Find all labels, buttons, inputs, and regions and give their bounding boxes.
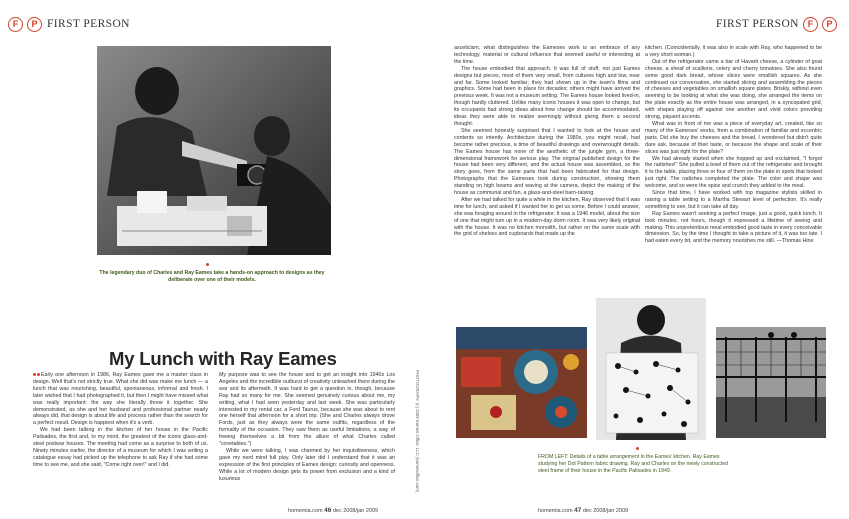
photo-ray-dot-pattern xyxy=(596,298,706,440)
right-col2-para-1: kitchen. (Coincidentally, it was also in scale with Ray, who happened to be a very short woman.) xyxy=(645,45,822,58)
left-col1-para-1: Early one afternoon in 1986, Ray Eames gave me a master class in design. Well that's not strictly true. What she did was make me lunch — a lunch that was nourishing, beautiful, spontaneous, informal and fresh. I later wished that I had photographed it, but then I might have missed what was really important: the way she literally threw it together. She demonstrated, as she and her husband and professional partner nearly always did, that design is about life and process rather than the search for a perfect result. Design is happiest when it's a verb. xyxy=(33,372,208,427)
hero-photo-eames-model xyxy=(97,46,331,255)
hero-photo-drawing xyxy=(97,46,331,255)
folio-left-site: homemia.com xyxy=(288,508,323,514)
right-col1-para-1: asceticism, what distinguishes the Eameses work is an embrace of any technology, material or cultural influence that seemed useful or interesting at the time. xyxy=(454,45,640,65)
folio-right-site: homemia.com xyxy=(538,508,573,514)
photo-table-arrangement xyxy=(456,327,587,438)
right-col2-para-4: We had already started when she hopped up and exclaimed, "I forgot the radishes!" She pulled a bowl of them out of the refrigerator and brought it to the table, placing three or four of them on the plate in spots that looked just right. The radishes completed the plate. The color and shape was welcome, and so were the spice and crunch they added to the meal. xyxy=(645,155,822,190)
badge-p-right: P xyxy=(822,17,837,32)
badge-p-left: P xyxy=(27,17,42,32)
left-col1-para-2: We had been talking in the kitchen of her house in the Pacific Palisades, the first and, to my mind, the greatest of the iconic glass-and-steel postwar houses. The meeting had come as a surprise to both of us. Ninety minutes earlier, the director of a museum for which I was writing a catalogue essay had picked up the telephone to ask Ray if she had some time to see me, and she said, "Come right over!" and I did. xyxy=(33,427,208,468)
badge-f-right: F xyxy=(803,17,818,32)
right-col2-para-6: Ray Eames wasn't seeking a perfect image, just a good, quick lunch. It took minutes, not hours, though it expressed a lifetime of seeing and making. This unpretentious meal embodied good taste in every conceivable dimension. So, by the time I thought to take a picture of it, it was too late. I had eaten every bit, and the memory nourishes me still. —Thomas Hine xyxy=(645,210,822,245)
right-col1-para-4: After we had talked for quite a while in the kitchen, Ray observed that it was time for lunch, and asked if I wanted her to get us some. Before I could answer, she was foraging around in the refrigerator. It was a 1946 model, about the size of one that might turn up in a modern-day dorm room. It was very likely original with the house. It was no kitchen monolith, but rather on the same scale with the grid of shelves and cupboards that made up the xyxy=(454,196,640,238)
folio-right xyxy=(538,507,628,514)
folio-right-page: 47 xyxy=(574,507,582,514)
right-col2-para-2: Out of the refrigerator came a bar of Havarti cheese, a cylinder of goat cheese, a sheaf of scallions, celery and cherry tomatoes. She also found some good dark bread, whose slices were smallish squares. As she continued our conversation, she started slicing and assembling the pieces of cheeses and vegetables on smallish square plates. Briskly, without even seeming to be looking at what she was doing, she arranged the items on the plate exactly as the entire house was arranged, in a syncopated grid, with shapes playing off against one another and vivid colors providing strong, piquant accents. xyxy=(645,58,822,121)
right-col2-para-3: What was in front of me was a piece of everyday art, created, like so many of the Eameses' works, from a combination of familiar and eccentric parts. Did she buy the cheeses and the bread, I wondered but didn't quite dare ask, because of their taste, or because the shape and scale of their slices was just right for the plate? xyxy=(645,120,822,155)
right-col2-para-5: Since that time, I have worked with top magazine stylists skilled in raising a table setting to a Martha Stewart level of perfection. It's really something to see, but it can take all day. xyxy=(645,190,822,210)
lead-bullet-1 xyxy=(33,373,36,376)
photo-steel-frame-drawing xyxy=(716,327,826,438)
photo-dot-pattern-drawing xyxy=(596,298,706,440)
article-title: My Lunch with Ray Eames xyxy=(109,348,337,369)
left-col2-para-2: While we were talking, I was charmed by her inquisitiveness, which gave my nerd mind full play. Only later did I understand that it was an expression of the first principles of Eames design: curiosity and openness. While a lot of modern design gets its power from exclusion and a kind of luxurious xyxy=(219,447,395,482)
right-photos-caption: FROM LEFT: Details of a table arrangement in the Eames' kitchen. Ray Eames studying her Dot Pattern fabric drawing. Ray and Charles on the newly constructed steel frame of their house in the Pacific Palisades in 1949. xyxy=(538,454,729,474)
badge-f-left: F xyxy=(8,17,23,32)
photo-steel-frame-house xyxy=(716,327,826,438)
folio-right-issue: dec 2008/jan 2009 xyxy=(582,508,629,514)
folio-left-page: 46 xyxy=(324,507,332,514)
section-label-right: FIRST PERSON xyxy=(716,18,799,30)
hero-photo-caption: The legendary duo of Charles and Ray Eames take a hands-on approach to designs as they deliberate over one of their models. xyxy=(99,270,325,283)
right-column-1 xyxy=(454,45,640,238)
photo-credit-vertical: PHOTOGRAPH: (c) 2009 Eames Office, LLC (eamesoffice.com) xyxy=(415,370,420,493)
caption-bullet-left xyxy=(206,263,209,266)
folio-left-issue: dec 2008/jan 2009 xyxy=(332,508,379,514)
folio-left xyxy=(288,507,378,514)
right-col1-para-3: She seemed honestly surprised that I wanted to look at the house and contents so intently. Architecture during the 1980s, you might recall, had become rather precious, a time of beautiful drawings and overwrought details. The Eames house has none of the aesthetic of the jungle gym, a three-dimensional framework for serious play. The original published design for the house had been very different, and the actual house was assembled, so the story goes, from the same parts that had been fabricated for that design. Photographs that the Eameses took during construction, showing them standing on high beams and waving at the camera, depict the making of the house as communal and fun, a glass-and-steel barn-raising. xyxy=(454,127,640,197)
right-col1-para-2: The house embodied that approach. It was full of stuff, not just Eames designs but pieces, most of them very small, from cultures high and low, near and far. Some looked familiar; they had shown up in the team's films and graphics. Some had been in place for decades; others might have arrived the previous week. It was not a museum setting. The Eames house looked lived-in, though hardly cluttered. Unlike many iconic houses it was open to change, but its occupants had strong ideas about how change should be accommodated, ideas they were able to realize seemingly without giving them a second thought. xyxy=(454,65,640,127)
caption-bullet-right xyxy=(636,447,639,450)
section-label-left: FIRST PERSON xyxy=(47,18,130,30)
lead-bullet-2 xyxy=(37,373,40,376)
photo-table-drawing xyxy=(456,327,587,438)
left-column-1 xyxy=(33,372,208,469)
right-column-2 xyxy=(645,45,822,245)
left-column-2 xyxy=(219,372,395,483)
left-col2-para-1: My purpose was to see the house and to get an insight into 1940s Los Angeles and the incredible outburst of creativity unleashed there during the war and its aftermath. It was hard to get a question in, though, because Ray had so many for me. She seemed genuinely curious about me, my writing, what I had seen yesterday and last week. She was particularly interested in my rental car, a Ford Taurus, because she was about to rent one herself that afternoon for a short trip. (She and Charles always drove Fords, just as they always wore the same outfits, regardless of the formality of the occasion. They saw them as useful limitations, a way of freeing themselves a bit from the allure of what Charles called "covetables.") xyxy=(219,372,395,448)
